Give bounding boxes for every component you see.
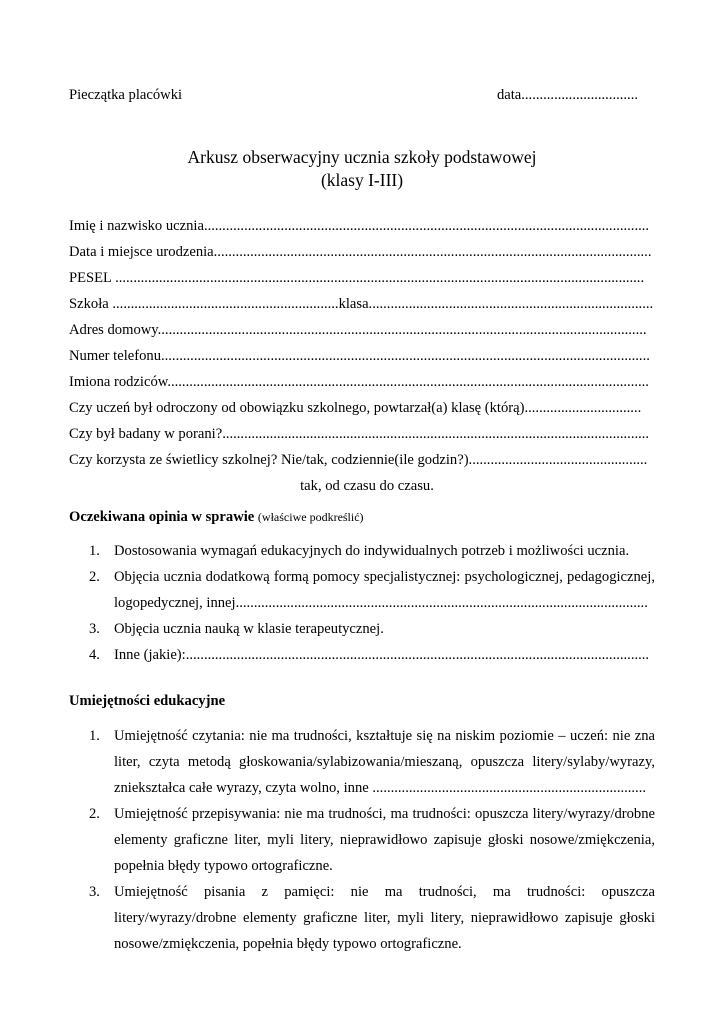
list-number: 1. xyxy=(89,543,100,559)
field-daycare-option: tak, od czasu do czasu. xyxy=(300,478,434,494)
skills-list xyxy=(69,723,655,957)
list-text: Umiejętność przepisywania: nie ma trudności, ma trudności: opuszcza litery/wyrazy/drobne elementy graficzne liter, myli litery, nieprawidłowo zapisuje głoski nosowe/zmiękczenia, popełnia błędy typowo ortograficzne. xyxy=(114,806,655,874)
field-examined: Czy był badany w porani?..................................................................................................................... xyxy=(69,426,650,442)
field-parents: Imiona rodziców.................................................................................................................................... xyxy=(69,374,649,390)
date-field: data................................ xyxy=(496,87,638,103)
list-item xyxy=(69,642,655,668)
list-text: Objęcia ucznia nauką w klasie terapeutycznej. xyxy=(114,621,384,637)
field-phone: Numer telefonu...................................................................................................................................... xyxy=(69,348,650,364)
opinion-heading xyxy=(69,509,364,526)
list-number: 1. xyxy=(89,728,100,744)
field-name: Imię i nazwisko ucznia.......................................................................................................................... xyxy=(69,218,650,234)
opinion-list xyxy=(69,538,655,668)
stamp-label: Pieczątka placówki xyxy=(69,87,183,103)
list-item xyxy=(69,879,655,957)
opinion-heading-text: Oczekiwana opinia w sprawie xyxy=(69,509,255,525)
list-text: Inne (jakie):............................................................................................................................... xyxy=(114,647,650,663)
list-text: Umiejętność pisania z pamięci: nie ma trudności, ma trudności: opuszcza litery/wyrazy/drobne elementy graficzne liter, myli litery, nieprawidłowo zapisuje głoski nosowe/zmiękczenia, popełnia błędy typowo ortograficzne. xyxy=(114,884,655,952)
list-number: 3. xyxy=(89,621,100,637)
student-info-fields xyxy=(69,213,655,499)
field-birth: Data i miejsce urodzenia........................................................................................................................ xyxy=(69,244,652,260)
list-item xyxy=(69,801,655,879)
field-deferred: Czy uczeń był odroczony od obowiązku szkolnego, powtarzał(a) klasę (którą)................................ xyxy=(69,400,642,416)
title-line-2: (klasy I-III) xyxy=(320,170,404,190)
field-address: Adres domowy...................................................................................................................................... xyxy=(69,322,647,338)
list-item xyxy=(69,723,655,801)
field-school-class: Szkoła ..............................................................klasa.............................................................................. xyxy=(69,296,654,312)
list-item xyxy=(69,616,655,642)
header-row xyxy=(69,87,638,104)
opinion-hint: (właściwe podkreślić) xyxy=(257,510,364,524)
list-text: Objęcia ucznia dodatkową formą pomocy specjalistycznej: psychologicznej, pedagogicznej, logopedycznej, innej................................................................................................................. xyxy=(114,569,655,611)
field-daycare: Czy korzysta ze świetlicy szkolnej? Nie/tak, codziennie(ile godzin?)................................................. xyxy=(69,452,648,468)
field-pesel: PESEL ................................................................................................................................................. xyxy=(69,270,645,286)
list-text: Dostosowania wymagań edukacyjnych do indywidualnych potrzeb i możliwości ucznia. xyxy=(114,543,630,559)
title-line-1: Arkusz obserwacyjny ucznia szkoły podstawowej xyxy=(187,147,537,167)
list-text: Umiejętność czytania: nie ma trudności, kształtuje się na niskim poziomie – uczeń: nie zna liter, czyta metodą głoskowania/sylabizowania/mieszaną, opuszcza litery/sylaby/wyrazy, zniekształca całe wyrazy, czyta wolno, inne ........................................................................... xyxy=(114,728,655,796)
list-number: 2. xyxy=(89,806,100,822)
list-number: 3. xyxy=(89,884,100,900)
list-item xyxy=(69,564,655,616)
list-number: 2. xyxy=(89,569,100,585)
skills-heading: Umiejętności edukacyjne xyxy=(69,693,226,709)
document-title xyxy=(0,146,724,192)
list-number: 4. xyxy=(89,647,100,663)
list-item xyxy=(69,538,655,564)
